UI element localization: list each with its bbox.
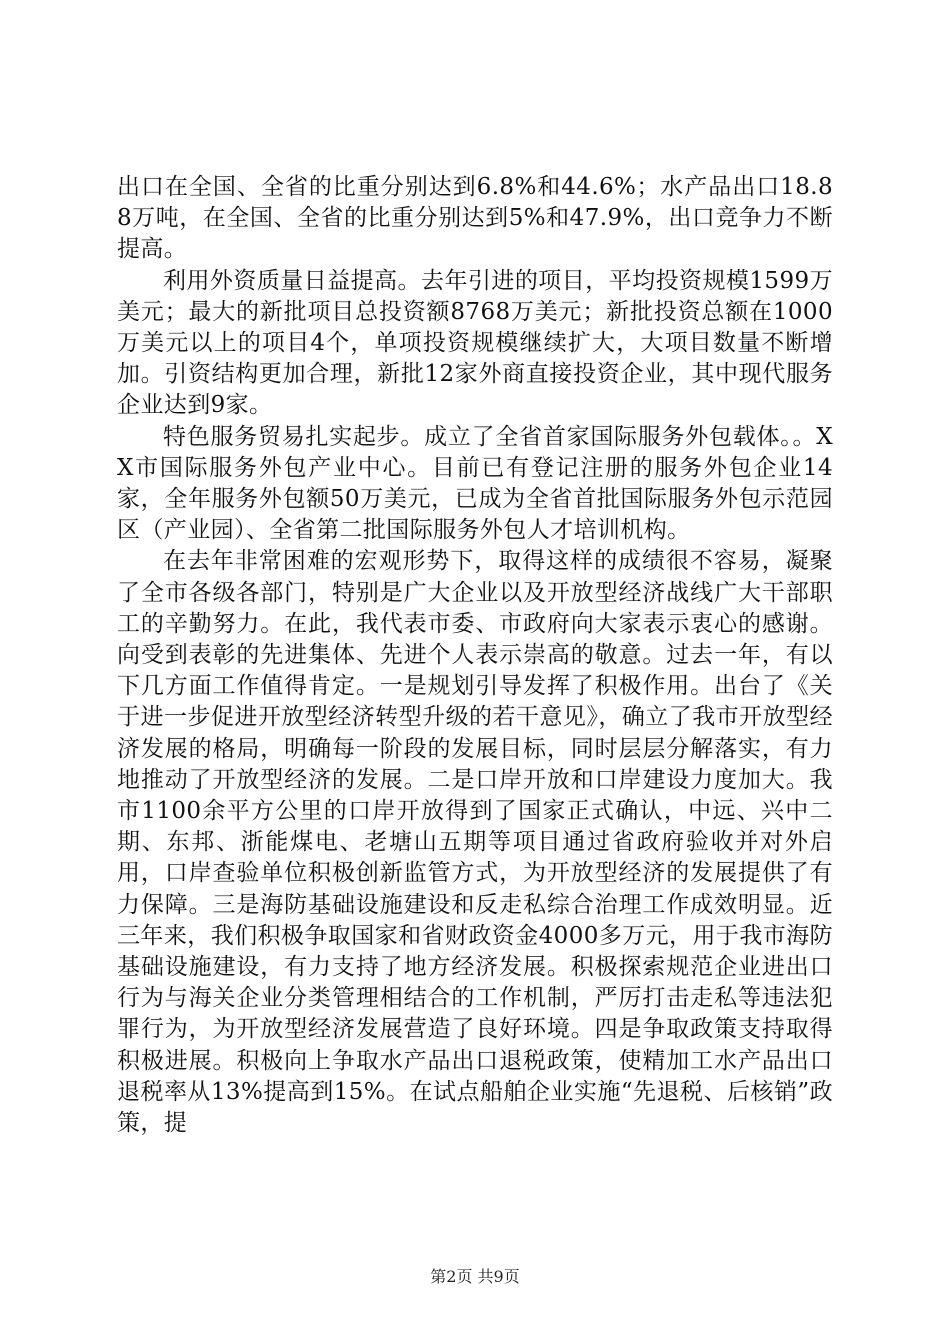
paragraph-foreign-investment: 利用外资质量日益提高。去年引进的项目，平均投资规模1599万美元；最大的新批项目总投资额8768万美元；新批投资总额在1000万美元以上的项目4个，单项投资规模继续扩大，大项目数量不断增加。引资结构更加合理，新批12家外商直接投资企业，其中现代服务企业达到9家。 bbox=[117, 267, 833, 419]
document-body bbox=[117, 172, 833, 1139]
paragraph-achievements: 在去年非常困难的宏观形势下，取得这样的成绩很不容易，凝聚了全市各级各部门，特别是广大企业以及开放型经济战线广大干部职工的辛勤努力。在此，我代表市委、市政府向大家表示衷心的感谢。向受到表彰的先进集体、先进个人表示崇高的敬意。过去一年，有以下几方面工作值得肯定。一是规划引导发挥了积极作用。出台了《关于进一步促进开放型经济转型升级的若干意见》，确立了我市开放型经济发展的格局，明确每一阶段的发展目标，同时层层分解落实，有力地推动了开放型经济的发展。二是口岸开放和口岸建设力度加大。我市1100余平方公里的口岸开放得到了国家正式确认，中远、兴中二期、东邦、浙能煤电、老塘山五期等项目通过省政府验收并对外启用，口岸查验单位积极创新监管方式，为开放型经济的发展提供了有力保障。三是海防基础设施建设和反走私综合治理工作成效明显。近三年来，我们积极争取国家和省财政资金4000多万元，用于我市海防基础设施建设，有力支持了地方经济发展。积极探索规范企业进出口行为与海关企业分类管理相结合的工作机制，严厉打击走私等违法犯罪行为，为开放型经济发展营造了良好环境。四是争取政策支持取得积极进展。积极向上争取水产品出口退税政策，使精加工水产品出口退税率从13%提高到15%。在试点船舶企业实施“先退税、后核销”政策，提 bbox=[117, 548, 833, 1137]
paragraph-export-share: 出口在全国、全省的比重分别达到6.8%和44.6%；水产品出口18.88万吨，在全国、全省的比重分别达到5%和47.9%，出口竞争力不断提高。 bbox=[117, 174, 833, 263]
page-footer: 第2页 共9页 bbox=[430, 1267, 520, 1286]
paragraph-service-trade: 特色服务贸易扎实起步。成立了全省首家国际服务外包载体。。XX市国际服务外包产业中心。目前已有登记注册的服务外包企业14家，全年服务外包额50万美元，已成为全省首批国际服务外包示范园区（产业园）、全省第二批国际服务外包人才培训机构。 bbox=[117, 423, 833, 544]
